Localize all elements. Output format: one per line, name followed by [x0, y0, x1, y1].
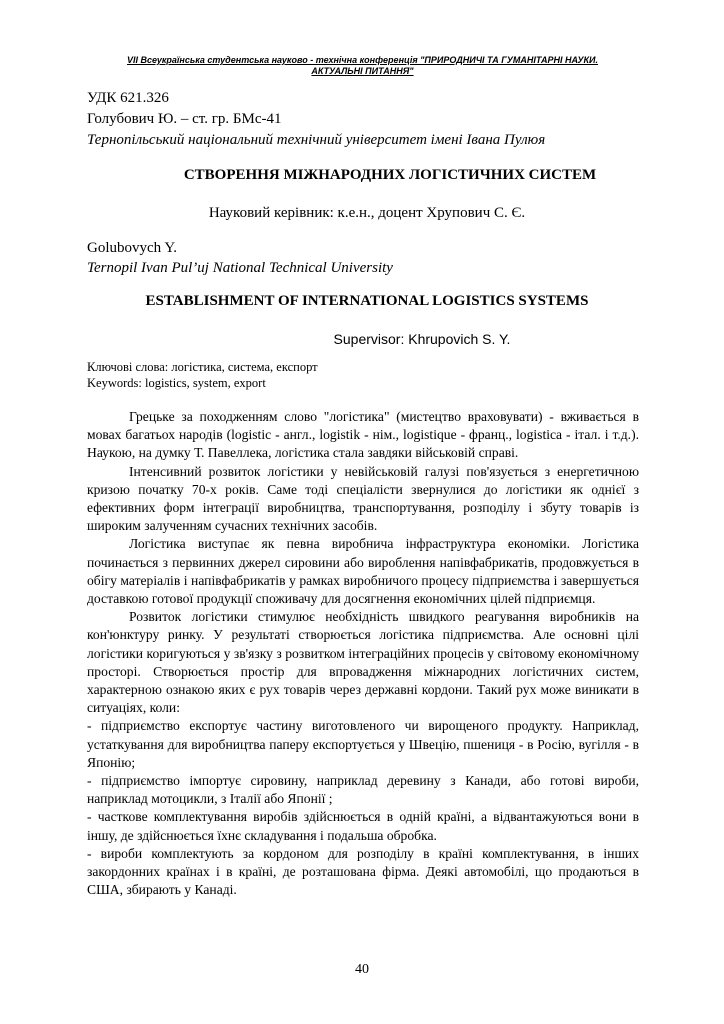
affiliation-ua: Тернопільський національний технічний університет імені Івана Пулюя — [87, 132, 546, 148]
list-item-2: - підприємство імпортує сировину, наприклад деревину з Канади, або готові вироби, наприклад мотоцикли, з Італії або Японії ; — [87, 773, 639, 807]
metadata-ua — [87, 88, 647, 151]
affiliation-en: Ternopil Ivan Pul’uj National Technical University — [87, 260, 393, 276]
conference-header — [90, 55, 635, 77]
paragraph-2: Інтенсивний розвиток логістики у невійськовій галузі пов'язується з енергетичною кризою початку 70-х років. Саме тоді спеціалісти звернулися до логістики як однієї з ефективних форм інтеграції виробництва, транспортування, розподілу і збуту товарів із широким залученням сучасних технічних засобів. — [87, 463, 639, 534]
keywords-block — [87, 359, 647, 391]
title-ua: СТВОРЕННЯ МІЖНАРОДНИХ ЛОГІСТИЧНИХ СИСТЕМ — [183, 167, 597, 183]
paragraph-1: Грецьке за походженням слово "логістика" (мистецтво враховувати) - вживається в мовах багатьох народів (logistic - англ., logistik - нім., logistique - франц., logistica - італ. і т.д.). Наукою, на думку Т. Павеллека, логістика стала завдяки військовій справі. — [87, 409, 639, 461]
udc-code: УДК 621.326 — [87, 90, 169, 106]
author-ua: Голубович Ю. – ст. гр. БМс-41 — [87, 111, 282, 127]
list-item-1: - підприємство експортує частину виготовленого чи вирощеного продукту. Наприклад, устаткування для виробництва паперу експортується у Швецію, пшениця - в Росію, вугілля - в Японію; — [87, 718, 639, 770]
list-item-3: - часткове комплектування виробів здійснюється в одній країні, а відвантажуються вони в іншу, де здійснюється їхнє складування і подальша обробка. — [87, 809, 639, 843]
conference-header-line1: VII Всеукраїнська студентська науково - технічна конференція "ПРИРОДНИЧІ ТА ГУМАНІТАРНІ НАУКИ. — [126, 55, 599, 65]
metadata-en — [87, 238, 647, 278]
author-en: Golubovych Y. — [87, 240, 177, 256]
body-text — [87, 408, 639, 899]
supervisor-ua: Науковий керівник: к.е.н., доцент Хрупович С. Є. — [208, 205, 526, 221]
conference-header-line2: АКТУАЛЬНІ ПИТАННЯ" — [311, 66, 414, 76]
title-en: ESTABLISHMENT OF INTERNATIONAL LOGISTICS SYSTEMS — [145, 293, 589, 309]
keywords-ua: Ключові слова: логістика, система, експорт — [87, 360, 318, 374]
supervisor-en: Supervisor: Khrupovich S. Y. — [333, 331, 511, 347]
paragraph-4: Розвиток логістики стимулює необхідність швидкого реагування виробників на кон'юнктуру ринку. У результаті створюється логістика підприємства. Але основні цілі логістики коригуються у зв'язку з розвитком інтеграційних процесів у світовому економічному просторі. Створюється простір для впровадження міжнародних логістичних систем, характерною ознакою яких є рух товарів через державні кордони. Такий рух може виникати в ситуаціях, коли: — [87, 609, 639, 716]
list-item-4: - вироби комплектують за кордоном для розподілу в країні комплектування, в інших закордонних країнах і в країні, де розташована фірма. Деякі автомобілі, що продаються в США, збирають у Канаді. — [87, 845, 639, 898]
page-number: 40 — [355, 962, 369, 977]
keywords-en: Keywords: logistics, system, export — [87, 376, 266, 390]
paragraph-3: Логістика виступає як певна виробнича інфраструктура економіки. Логістика починається з первинних джерел сировини або вироблення напівфабрикатів, продовжується в обігу матеріалів і напівфабрикатів у рамках виробничого процесу підприємства і завершується доставкою готової продукції споживачу для досягнення економічних цілей підприємця. — [87, 536, 639, 607]
